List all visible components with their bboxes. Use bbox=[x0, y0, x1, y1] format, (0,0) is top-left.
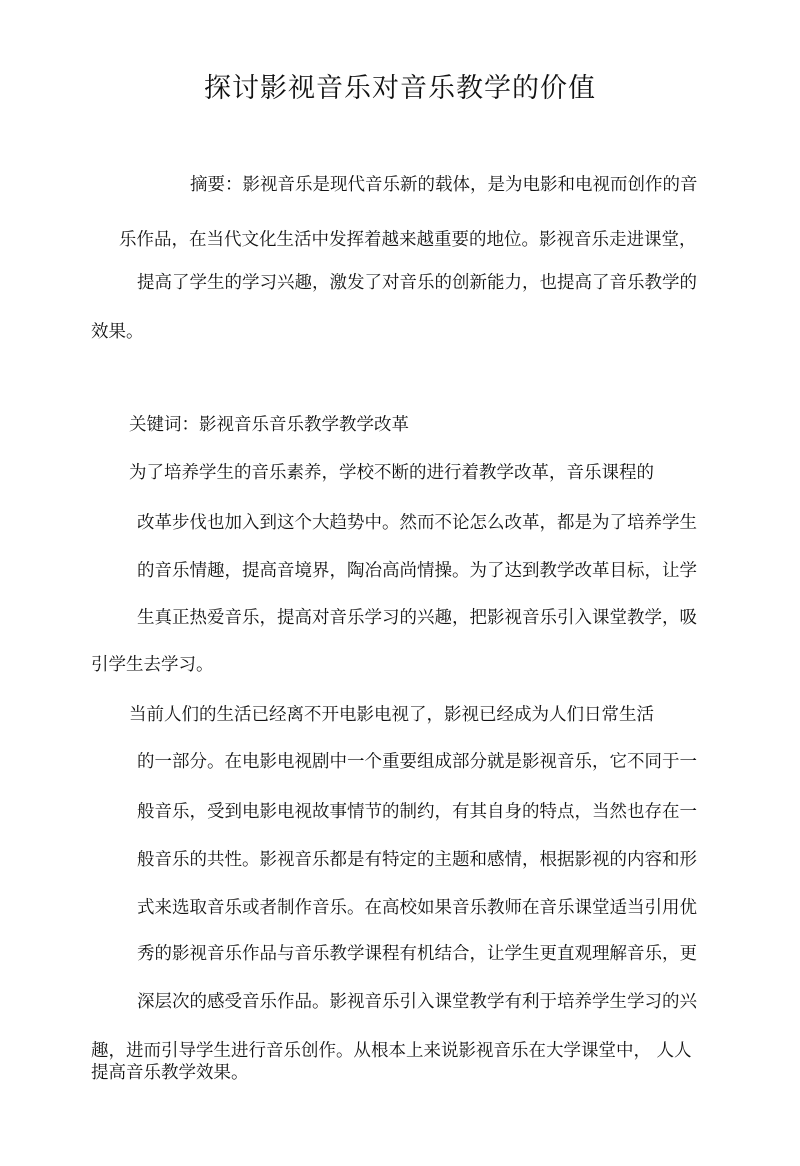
abstract-line: 提高了学生的学习兴趣，激发了对音乐的创新能力，也提高了音乐教学的 bbox=[137, 273, 697, 293]
paragraph-line: 秀的影视音乐作品与音乐教学课程有机结合，让学生更直观理解音乐，更 bbox=[137, 944, 697, 964]
keywords-line: 关键词：影视音乐音乐教学教学改革 bbox=[129, 415, 409, 435]
abstract-line: 效果。 bbox=[91, 322, 144, 342]
paragraph-line: 为了培养学生的音乐素养，学校不断的进行着教学改革，音乐课程的 bbox=[129, 463, 654, 483]
abstract-line: 乐作品，在当代文化生活中发挥着越来越重要的地位。影视音乐走进课堂， bbox=[119, 230, 697, 250]
paragraph-line: 的音乐情趣，提高音境界，陶冶高尚情操。为了达到教学改革目标，让学 bbox=[137, 561, 697, 581]
paragraph-line: 生真正热爱音乐，提高对音乐学习的兴趣，把影视音乐引入课堂教学，吸 bbox=[137, 608, 697, 628]
paragraph-line: 引学生去学习。 bbox=[91, 655, 214, 675]
abstract-line: 摘要：影视音乐是现代音乐新的载体，是为电影和电视而创作的音 bbox=[190, 175, 698, 195]
paragraph-line: 般音乐，受到电影电视故事情节的制约，有其自身的特点，当然也存在一 bbox=[137, 802, 697, 822]
paragraph-line: 式来选取音乐或者制作音乐。在高校如果音乐教师在音乐课堂适当引用优 bbox=[137, 898, 697, 918]
paragraph-line: 深层次的感受音乐作品。影视音乐引入课堂教学有利于培养学生学习的兴 bbox=[137, 992, 697, 1012]
paragraph-line: 的一部分。在电影电视剧中一个重要组成部分就是影视音乐，它不同于一 bbox=[137, 752, 697, 772]
paragraph-line: 改革步伐也加入到这个大趋势中。然而不论怎么改革，都是为了培养学生 bbox=[137, 513, 697, 533]
paragraph-line: 般音乐的共性。影视音乐都是有特定的主题和感情，根据影视的内容和形 bbox=[137, 850, 697, 870]
paragraph-line: 提高音乐教学效果。 bbox=[91, 1063, 249, 1083]
document-title: 探讨影视音乐对音乐教学的价值 bbox=[204, 73, 596, 104]
paragraph-line: 当前人们的生活已经离不开电影电视了，影视已经成为人们日常生活 bbox=[129, 705, 654, 725]
paragraph-line: 趣，进而引导学生进行音乐创作。从根本上来说影视音乐在大学课堂中， 人人 bbox=[91, 1041, 692, 1061]
